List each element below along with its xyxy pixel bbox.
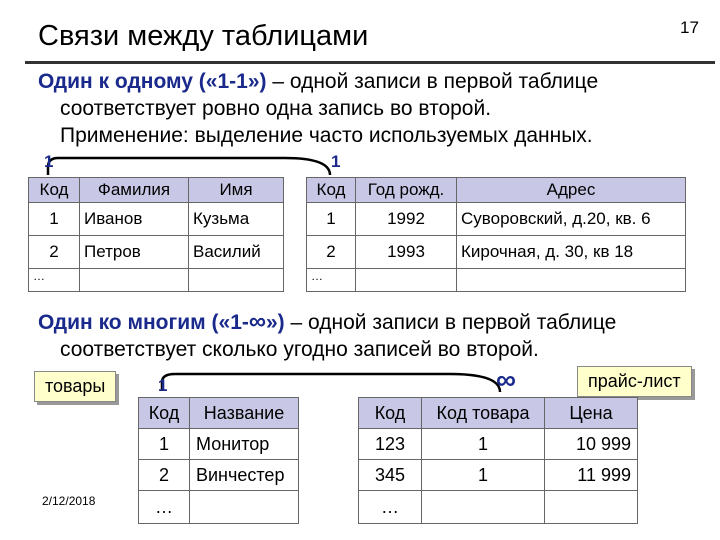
column-header: Цена	[545, 398, 638, 429]
table-cell: 1	[307, 203, 356, 236]
one-to-many-heading	[38, 308, 285, 335]
table-cell: 1	[422, 460, 545, 491]
table-cell: Монитор	[190, 429, 299, 460]
table-cell: Суворовский, д.20, кв. 6	[457, 203, 686, 236]
column-header: Имя	[189, 178, 284, 203]
table-row	[29, 236, 284, 269]
table-cell: 1	[422, 429, 545, 460]
table-row-ellipsis	[29, 269, 284, 292]
table-cell: Иванов	[80, 203, 189, 236]
table-row	[29, 203, 284, 236]
one-to-many-line1: – одной записи в первой таблице	[284, 311, 617, 334]
table-header-row	[307, 178, 686, 203]
empty-cell	[422, 491, 545, 524]
table-header-row	[139, 398, 299, 429]
empty-cell	[457, 269, 686, 292]
page-title: Связи между таблицами	[38, 20, 369, 52]
table-cell: Кузьма	[189, 203, 284, 236]
column-header: Код товара	[422, 398, 545, 429]
table-row	[359, 429, 638, 460]
table-row	[139, 429, 299, 460]
empty-cell	[80, 269, 189, 292]
one-to-many-line2: соответствует сколько угодно записей во второй.	[60, 338, 539, 361]
ellipsis-cell: …	[359, 491, 422, 524]
table-cell: 1993	[356, 236, 457, 269]
table-cell: 2	[139, 460, 190, 491]
table-cell: 1992	[356, 203, 457, 236]
table-cell: Василий	[189, 236, 284, 269]
infinity-mark-icon: ∞	[496, 364, 516, 395]
table-cell: 1	[29, 203, 80, 236]
table-cell: Петров	[80, 236, 189, 269]
column-header: Год рожд.	[356, 178, 457, 203]
ellipsis-cell: …	[139, 491, 190, 524]
table-cell: 11 999	[545, 460, 638, 491]
footer-date: 2/12/2018	[42, 494, 96, 508]
heading-part: »)	[266, 311, 285, 334]
table-row	[307, 236, 686, 269]
one-to-one-right-mark: 1	[331, 152, 341, 171]
column-header: Фамилия	[80, 178, 189, 203]
one-to-many-text	[38, 308, 718, 363]
column-header: Код	[359, 398, 422, 429]
column-header: Адрес	[457, 178, 686, 203]
pricelist-callout: прайс-лист	[577, 366, 692, 397]
page-number: 17	[680, 18, 699, 37]
table-cell: 10 999	[545, 429, 638, 460]
ellipsis-cell: …	[29, 269, 80, 292]
one-to-one-line3: Применение: выделение часто используемых данных.	[60, 124, 593, 147]
ellipsis-cell: …	[307, 269, 356, 292]
one-to-one-connector	[48, 158, 330, 175]
one-to-one-heading: Один к одному («1-1»)	[38, 70, 267, 93]
table-row	[139, 460, 299, 491]
table-cell: Винчестер	[190, 460, 299, 491]
table-header-row	[29, 178, 284, 203]
column-header: Код	[139, 398, 190, 429]
table-row	[307, 203, 686, 236]
table-header-row	[359, 398, 638, 429]
table-row-ellipsis	[359, 491, 638, 524]
table-cell: 123	[359, 429, 422, 460]
column-header: Код	[307, 178, 356, 203]
column-header: Название	[190, 398, 299, 429]
table-row-ellipsis	[139, 491, 299, 524]
one-to-one-left-mark: 1	[44, 152, 54, 171]
table-cell: Кирочная, д. 30, кв 18	[457, 236, 686, 269]
details-table	[306, 177, 686, 292]
empty-cell	[190, 491, 299, 524]
table-cell: 345	[359, 460, 422, 491]
one-to-one-line2: соответствует ровно одна запись во второй.	[60, 97, 492, 120]
one-to-many-left-mark: 1	[158, 376, 168, 395]
table-row-ellipsis	[307, 269, 686, 292]
heading-part: Один ко многим («1-	[38, 311, 249, 334]
goods-table	[138, 397, 299, 524]
infinity-icon: ∞	[248, 308, 266, 335]
goods-callout: товары	[34, 371, 116, 402]
column-header: Код	[29, 178, 80, 203]
one-to-many-connector	[162, 374, 500, 392]
table-cell: 2	[307, 236, 356, 269]
empty-cell	[356, 269, 457, 292]
table-cell: 2	[29, 236, 80, 269]
table-cell: 1	[139, 429, 190, 460]
one-to-one-line1: – одной записи в первой таблице	[266, 70, 599, 93]
pricelist-table	[358, 397, 638, 524]
empty-cell	[545, 491, 638, 524]
table-row	[359, 460, 638, 491]
empty-cell	[189, 269, 284, 292]
persons-table	[28, 177, 284, 292]
